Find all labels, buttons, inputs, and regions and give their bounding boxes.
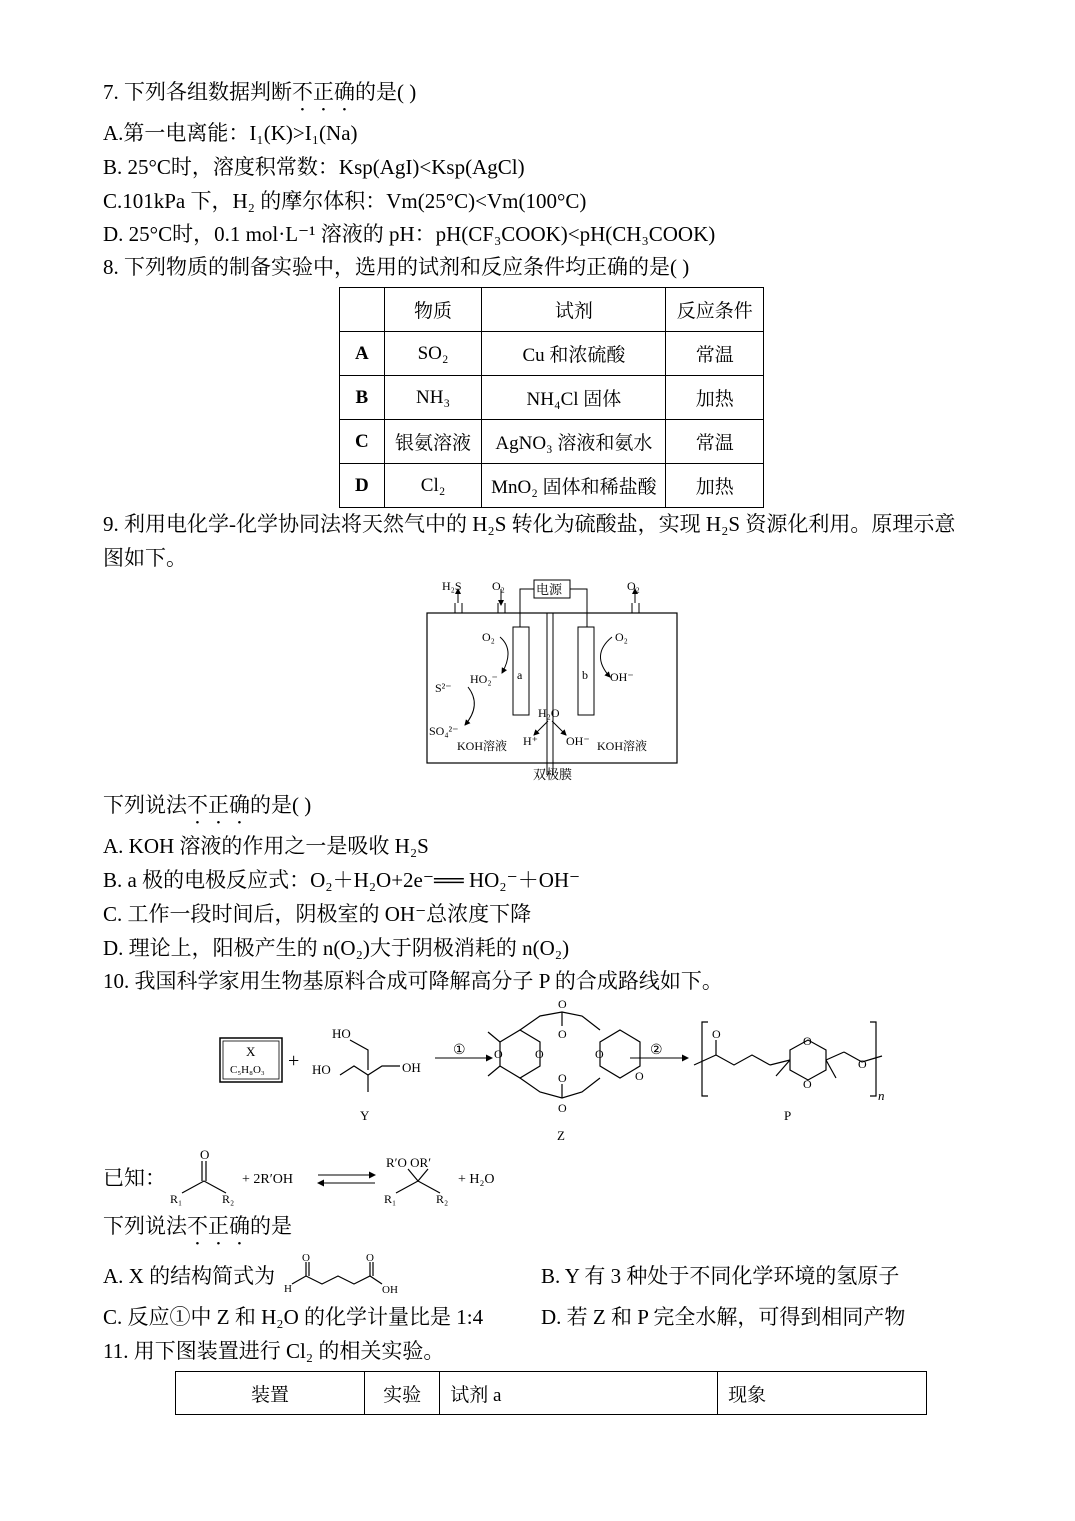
q10-option-a: A. X 的结构简式为 <box>103 1264 276 1288</box>
known-o: O <box>200 1147 210 1162</box>
label-koh-right: KOH溶液 <box>597 739 647 753</box>
known-r1: R₁ <box>170 1192 183 1206</box>
compound-p <box>694 1022 882 1096</box>
known-plus1: + 2R′OH <box>242 1172 294 1187</box>
q7-stem-emphasis: 不正确 <box>292 80 355 104</box>
synthesis-scheme <box>210 1000 900 1150</box>
q8-cell-reagent: AgNO₃ 溶液和氨水 <box>482 420 666 464</box>
q7-stem <box>103 79 416 116</box>
known-r1b: R₁ <box>384 1192 397 1206</box>
table-row <box>340 464 764 508</box>
q8-header-substance: 物质 <box>384 288 482 332</box>
label-o2-out: O₂ <box>627 579 640 593</box>
q9-option-d: D. 理论上，阳极产生的 n(O₂)大于阴极消耗的 n(O₂) <box>103 936 570 960</box>
z-o-right1: O <box>595 1047 604 1061</box>
q8-header-reagent: 试剂 <box>482 288 666 332</box>
q9-option-b: B. a 极的电极反应式：O₂＋H₂O+2e⁻══ HO₂⁻＋OH⁻ <box>103 868 581 892</box>
label-p: P <box>784 1108 792 1123</box>
z-o-left2: O <box>535 1047 544 1061</box>
table-row <box>340 376 764 420</box>
label-oh-b: OH⁻ <box>610 670 634 684</box>
label-a: a <box>517 668 523 682</box>
x-structure <box>282 1250 412 1295</box>
label-koh-left: KOH溶液 <box>457 739 507 753</box>
q10-ask-post: 的是 <box>250 1214 292 1238</box>
q9-ask-emphasis: 不正确 <box>187 793 250 817</box>
x-h: H <box>284 1283 292 1295</box>
q10-ask-pre: 下列说法 <box>103 1214 187 1238</box>
p-o-ring2: O <box>803 1077 812 1091</box>
known-r2b: R₂ <box>436 1192 449 1206</box>
q8-cell-substance: SO₂ <box>384 332 482 376</box>
step2-label: ② <box>650 1043 663 1058</box>
q9-stem-line1: 9. 利用电化学-化学协同法将天然气中的 H₂S 转化为硫酸盐，实现 H₂S 资源化利用。原理示意 <box>103 512 956 536</box>
q9-option-a: A. KOH 溶液的作用之一是吸收 H₂S <box>103 834 429 858</box>
q8-cell-substance: NH₃ <box>384 376 482 420</box>
compound-y <box>340 1040 400 1092</box>
label-power: 电源 <box>536 582 563 597</box>
q8-header-condition: 反应条件 <box>666 288 764 332</box>
p-o-carbonyl: O <box>712 1027 721 1041</box>
q8-cell-condition: 常温 <box>666 332 764 376</box>
z-o-carbonyl2: O <box>558 1071 567 1085</box>
label-s2: S²⁻ <box>435 681 452 695</box>
q8-table <box>339 287 764 508</box>
label-h-plus: H⁺ <box>523 734 538 748</box>
q8-cell-reagent: MnO₂ 固体和稀盐酸 <box>482 464 666 508</box>
q9-ask-post: 的是( ) <box>250 793 312 817</box>
label-h2o: H₂O <box>538 706 560 720</box>
label-z: Z <box>557 1128 565 1143</box>
compound-z <box>488 1012 640 1098</box>
q10-stem: 10. 我国科学家用生物基原料合成可降解高分子 P 的合成路线如下。 <box>103 969 723 993</box>
q8-header-blank <box>340 288 385 332</box>
label-ho1: HO <box>332 1026 351 1041</box>
label-ho2: HO <box>312 1062 331 1077</box>
x-o1: O <box>302 1252 310 1264</box>
q8-cell-condition: 加热 <box>666 376 764 420</box>
q7-option-a: A.第一电离能：I₁(K)>I₁(Na) <box>103 121 358 145</box>
q7-option-b: B. 25°C时，溶度积常数：Ksp(AgI)<Ksp(AgCl) <box>103 155 525 179</box>
q10-option-c: C. 反应①中 Z 和 H₂O 的化学计量比是 1:4 <box>103 1305 484 1329</box>
known-reaction <box>160 1145 520 1215</box>
q8-row-label: A <box>340 332 385 376</box>
known-r2: R₂ <box>222 1192 235 1206</box>
z-o-bottom: O <box>558 1101 567 1115</box>
label-y: Y <box>360 1108 370 1123</box>
q7-stem-post: 的是( ) <box>355 80 417 104</box>
q9-stem-line2: 图如下。 <box>103 546 187 570</box>
q10-ask-emphasis: 不正确 <box>187 1214 250 1238</box>
label-oh-mid: OH⁻ <box>566 734 590 748</box>
q8-stem: 8. 下列物质的制备实验中，选用的试剂和反应条件均正确的是( ) <box>103 255 690 279</box>
known-ror: R′O OR′ <box>386 1155 432 1170</box>
z-o-carbonyl1: O <box>558 1027 567 1041</box>
q10-ask <box>103 1213 292 1250</box>
q9-ask <box>103 792 311 829</box>
q8-cell-reagent: NH₄Cl 固体 <box>482 376 666 420</box>
q8-row-label: B <box>340 376 385 420</box>
label-n: n <box>878 1088 885 1103</box>
q9-ask-pre: 下列说法 <box>103 793 187 817</box>
q7-option-d: D. 25°C时，0.1 mol·L⁻¹ 溶液的 pH：pH(CF₃COOK)<pH(CH₃COOK) <box>103 222 716 246</box>
q7-option-c: C.101kPa 下，H₂ 的摩尔体积：Vm(25°C)<Vm(100°C) <box>103 189 587 213</box>
q11-header-experiment: 实验 <box>364 1372 439 1415</box>
q11-header-reagent: 试剂 a <box>440 1372 718 1415</box>
label-membrane: 双极膜 <box>533 767 573 782</box>
q11-header-phenomenon: 现象 <box>718 1372 927 1415</box>
label-b: b <box>582 668 588 682</box>
q11-stem: 11. 用下图装置进行 Cl₂ 的相关实验。 <box>103 1339 445 1363</box>
q9-option-c: C. 工作一段时间后，阴极室的 OH⁻总浓度下降 <box>103 902 532 926</box>
plus-sign: + <box>288 1050 300 1072</box>
q11-table <box>175 1371 927 1415</box>
z-o-top: O <box>558 1000 567 1011</box>
table-row <box>340 332 764 376</box>
q11-header-apparatus: 装置 <box>176 1372 365 1415</box>
z-o-right2: O <box>635 1069 644 1083</box>
q8-cell-substance: Cl₂ <box>384 464 482 508</box>
label-o2-a: O₂ <box>482 630 495 644</box>
q8-cell-condition: 常温 <box>666 420 764 464</box>
label-x: X <box>246 1044 256 1059</box>
p-o-ether: O <box>858 1057 867 1071</box>
label-oh: OH <box>402 1060 421 1075</box>
electrochem-diagram <box>420 575 690 790</box>
x-oh: OH <box>382 1284 398 1295</box>
q7-stem-pre: 7. 下列各组数据判断 <box>103 80 292 104</box>
q8-cell-substance: 银氨溶液 <box>384 420 482 464</box>
x-o2: O <box>366 1252 374 1264</box>
q8-cell-condition: 加热 <box>666 464 764 508</box>
q8-row-label: C <box>340 420 385 464</box>
step1-label: ① <box>453 1043 466 1058</box>
label-o2-in: O₂ <box>492 579 505 593</box>
label-o2-b: O₂ <box>615 630 628 644</box>
label-ho2: HO₂⁻ <box>470 672 498 686</box>
q10-known-label: 已知： <box>103 1166 166 1190</box>
label-h2s: H₂S <box>442 579 462 593</box>
label-x-formula: C₅H₈O₃ <box>230 1064 265 1076</box>
table-row <box>340 420 764 464</box>
q10-option-d: D. 若 Z 和 P 完全水解，可得到相同产物 <box>541 1305 906 1329</box>
known-plus2: + H₂O <box>458 1172 495 1187</box>
label-so4: SO₄²⁻ <box>429 724 459 738</box>
q8-cell-reagent: Cu 和浓硫酸 <box>482 332 666 376</box>
z-o-left1: O <box>494 1047 503 1061</box>
p-o-ring1: O <box>803 1034 812 1048</box>
q10-option-b: B. Y 有 3 种处于不同化学环境的氢原子 <box>541 1264 900 1288</box>
q8-row-label: D <box>340 464 385 508</box>
